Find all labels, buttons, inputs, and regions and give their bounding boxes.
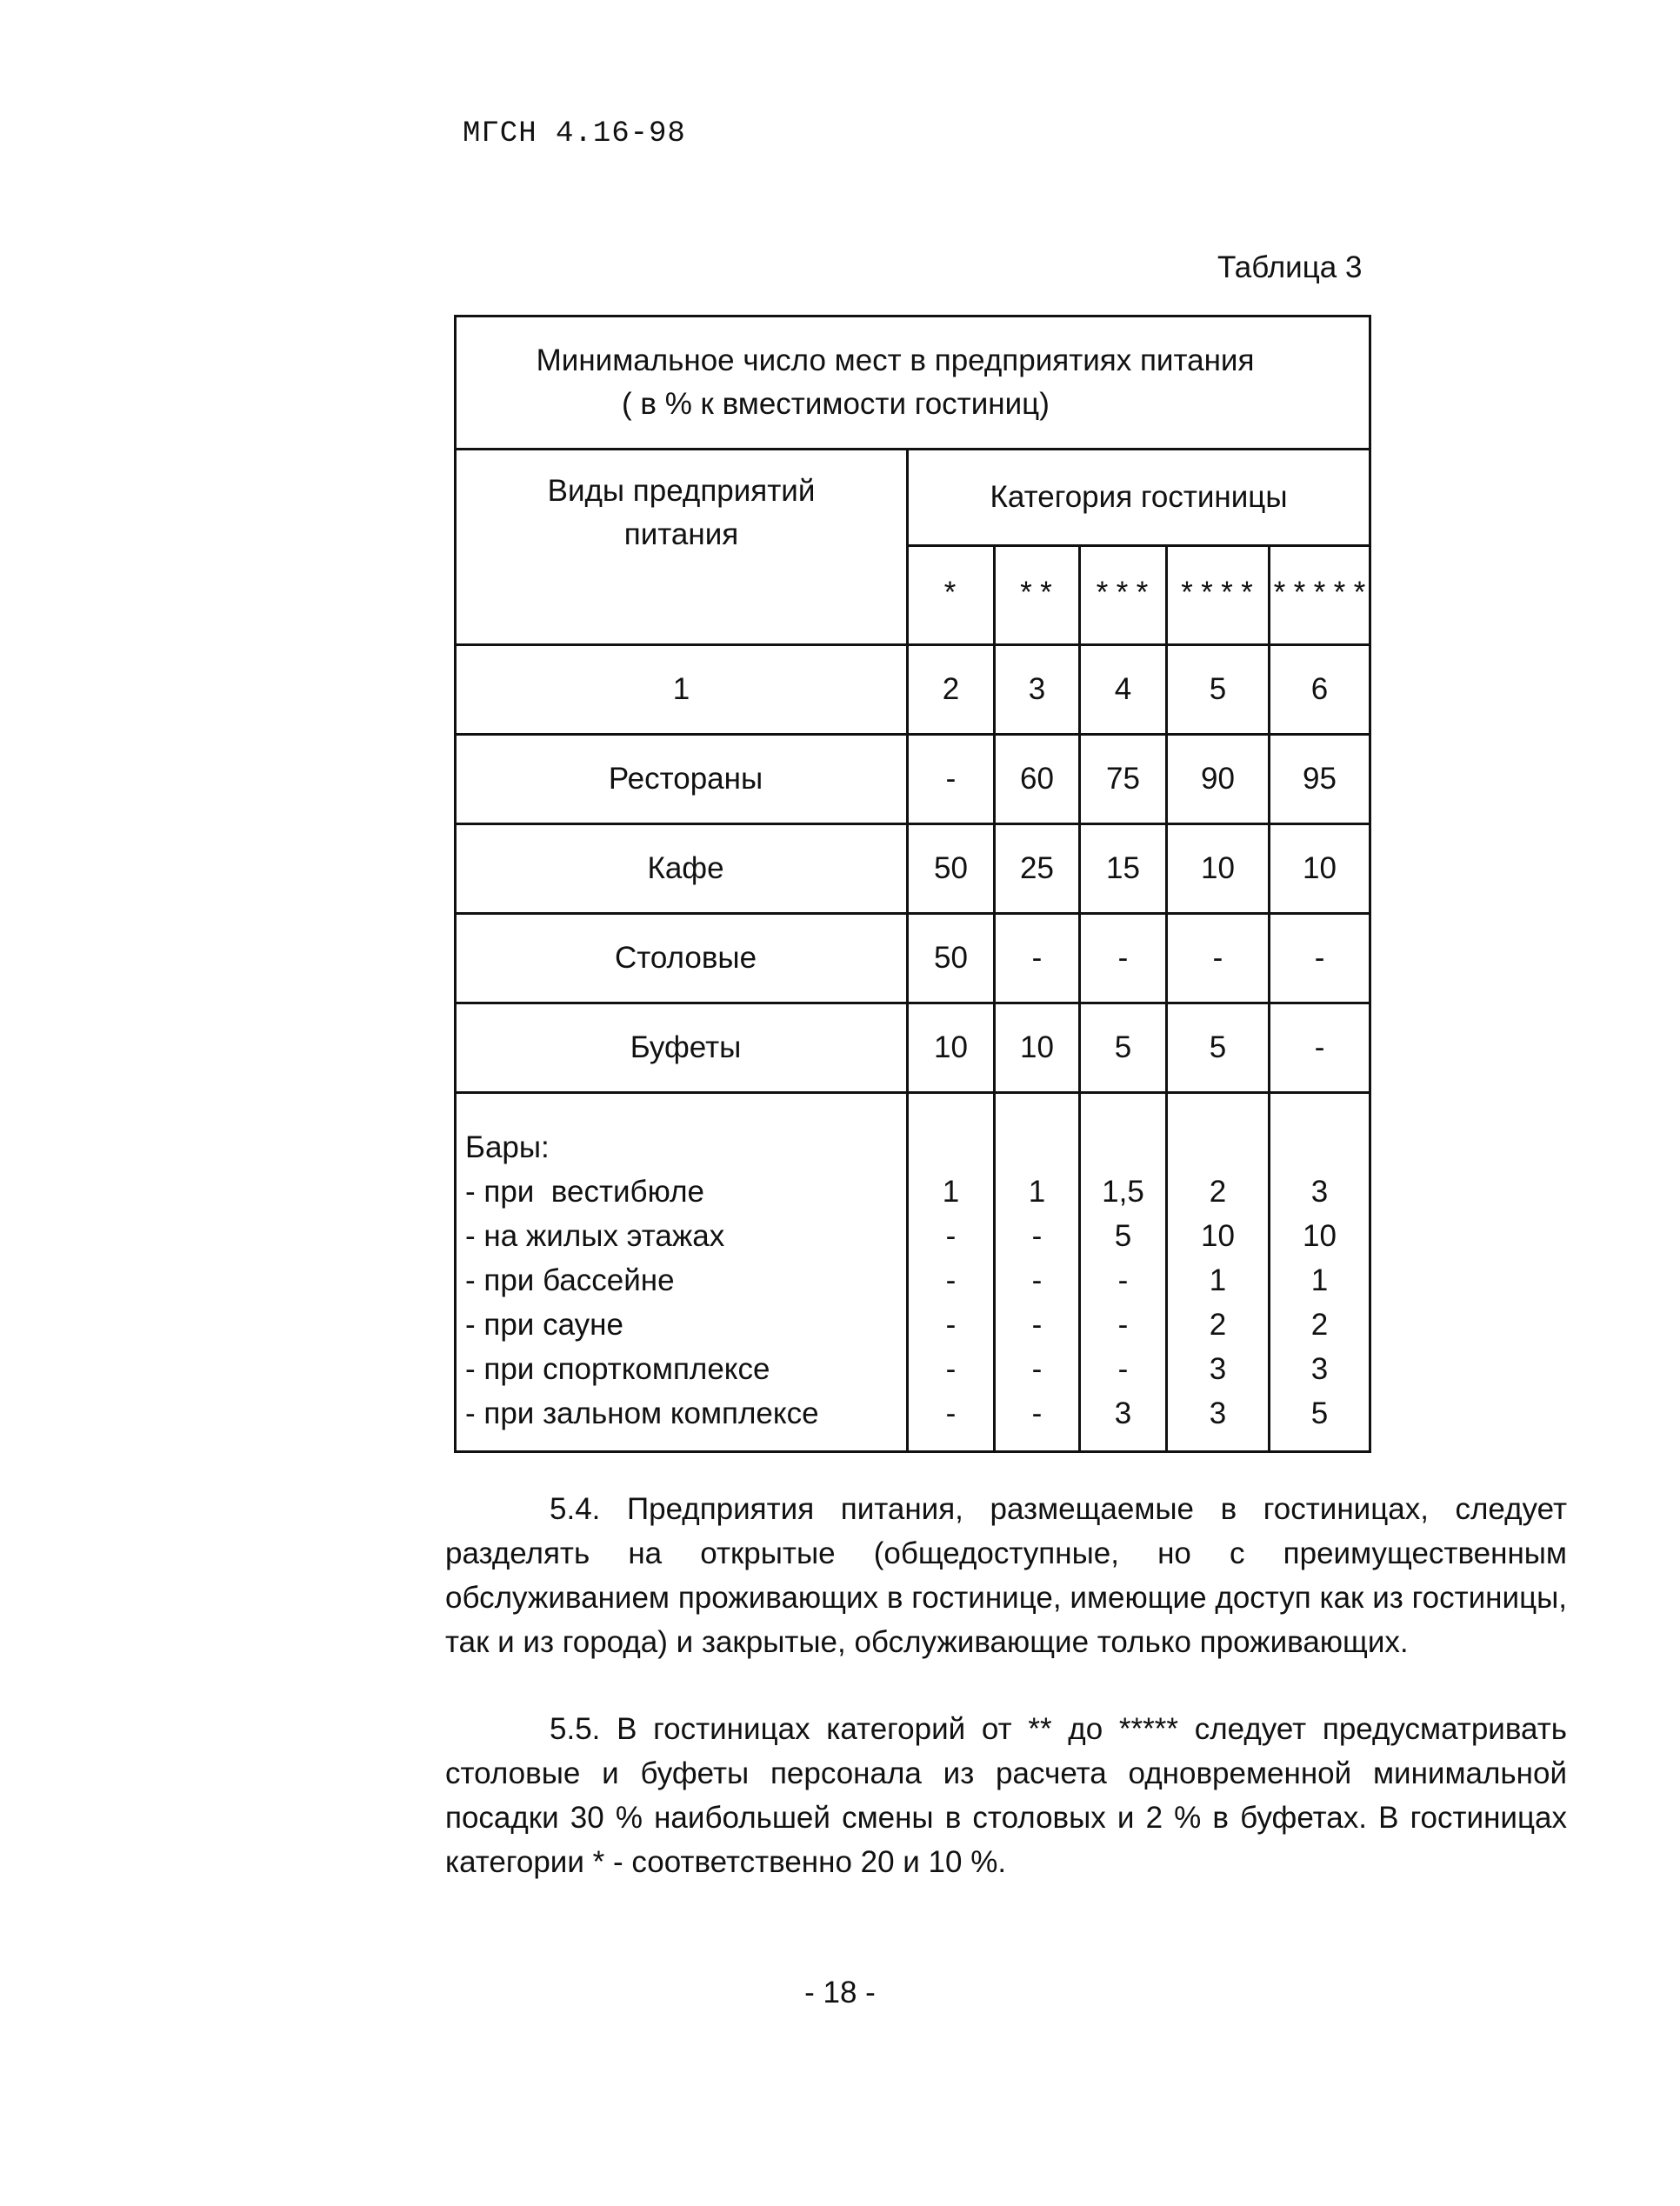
paragraph-5-5 (445, 1707, 1567, 1884)
table-cell: 2 (1310, 1307, 1329, 1342)
bars-col-2 (995, 1093, 1080, 1452)
table-cell: 10 (1201, 1218, 1235, 1253)
table-cell: 95 (1270, 735, 1370, 824)
paragraph-5-5-text: 5.5. В гостиницах категорий от ** до ***** следует предусматривать столовые и буфеты персонала из расчета одновременной минимальной посадки 30 % наибольшей смены в столовых и 2 % в буфетах. В гостиницах категории * - соответственно 20 и 10 %. (445, 1712, 1567, 1879)
row-name: Буфеты (456, 1003, 908, 1093)
bar-item-name: - при сауне (465, 1307, 623, 1342)
star-cell: ***** (1270, 546, 1370, 645)
table-cell: - (1031, 1307, 1043, 1342)
table-cell: 15 (1080, 824, 1167, 914)
bars-col-5 (1270, 1093, 1370, 1452)
table-cell: - (1270, 1003, 1370, 1093)
column-number: 3 (995, 645, 1080, 735)
table-cell: 1 (942, 1174, 960, 1209)
table-cell: 25 (995, 824, 1080, 914)
table-cell: 10 (1303, 1218, 1337, 1253)
document-code: МГСН 4.16-98 (463, 117, 686, 150)
bars-names (456, 1093, 908, 1452)
header-enterprise-type: Виды предприятий питания (456, 450, 908, 645)
table-cell: 3 (1209, 1351, 1227, 1386)
table-cell: - (1031, 1396, 1043, 1430)
star-cell: **** (1167, 546, 1270, 645)
column-number: 4 (1080, 645, 1167, 735)
table-cell: - (908, 735, 995, 824)
table-cell: 10 (1270, 824, 1370, 914)
table-caption (456, 317, 1370, 450)
header-hotel-category: Категория гостиницы (908, 450, 1370, 546)
table-cell: 1 (1028, 1174, 1046, 1209)
table-cell: - (1031, 1263, 1043, 1297)
table-cell: - (945, 1307, 957, 1342)
table-cell: - (945, 1218, 957, 1253)
table-cell: 5 (1080, 1003, 1167, 1093)
bars-col-1 (908, 1093, 995, 1452)
bar-item-name: - при спорткомплексе (465, 1351, 770, 1386)
row-name: Рестораны (456, 735, 908, 824)
table-caption-line-2: ( в % к вместимости гостиниц) (622, 387, 1050, 421)
bars-title: Бары: (465, 1130, 550, 1164)
table-cell: 1 (1310, 1263, 1329, 1297)
column-number: 1 (456, 645, 908, 735)
table-cell: - (1117, 1307, 1129, 1342)
table-row (456, 914, 1370, 1003)
table-cell: 50 (908, 914, 995, 1003)
table-cell: 10 (908, 1003, 995, 1093)
bar-item-name: - при зальном комплексе (465, 1396, 819, 1430)
table-cell: 90 (1167, 735, 1270, 824)
bar-item-name: - при бассейне (465, 1263, 675, 1297)
column-number-row (456, 645, 1370, 735)
column-number: 6 (1270, 645, 1370, 735)
table-cell: 3 (1310, 1351, 1329, 1386)
table-label: Таблица 3 (1217, 250, 1363, 284)
table-row (456, 1003, 1370, 1093)
table-cell: - (1167, 914, 1270, 1003)
table-cell: - (945, 1263, 957, 1297)
table-cell: 60 (995, 735, 1080, 824)
table-cell: - (1031, 1351, 1043, 1386)
table-cell: - (945, 1396, 957, 1430)
table-cell: 5 (1310, 1396, 1329, 1430)
star-cell: *** (1080, 546, 1167, 645)
table-cell: 3 (1114, 1396, 1132, 1430)
page-number: - 18 - (804, 1976, 876, 2009)
column-number: 2 (908, 645, 995, 735)
table-cell: - (945, 1351, 957, 1386)
table-cell: 75 (1080, 735, 1167, 824)
table-cell: 2 (1209, 1174, 1227, 1209)
paragraph-5-4-text: 5.4. Предприятия питания, размещаемые в гостиницах, следует разделять на открытые (общедоступные, но с преимущественным обслуживанием проживающих в гостинице, имеющие доступ как из гостиницы, так и из города) и закрытые, обслуживающие только проживающих. (445, 1492, 1567, 1659)
table-cell: 5 (1167, 1003, 1270, 1093)
table-cell: - (1270, 914, 1370, 1003)
table-cell: 50 (908, 824, 995, 914)
table-cell: - (995, 914, 1080, 1003)
table-cell: - (1117, 1263, 1129, 1297)
column-number: 5 (1167, 645, 1270, 735)
table-caption-line-1: Минимальное число мест в предприятиях питания (536, 343, 1255, 377)
table-cell: 1 (1209, 1263, 1227, 1297)
table-cell: - (1031, 1218, 1043, 1253)
bar-item-name: - при вестибюле (465, 1174, 704, 1209)
row-name: Кафе (456, 824, 908, 914)
table-cell: - (1080, 914, 1167, 1003)
paragraph-5-4 (445, 1487, 1567, 1664)
bars-col-3 (1080, 1093, 1167, 1452)
bar-item-name: - на жилых этажах (465, 1218, 725, 1253)
star-cell: * (908, 546, 995, 645)
bars-col-4 (1167, 1093, 1270, 1452)
table-cell: 5 (1114, 1218, 1132, 1253)
table-cell: 10 (995, 1003, 1080, 1093)
row-name: Столовые (456, 914, 908, 1003)
table-cell: 10 (1167, 824, 1270, 914)
table-row (456, 824, 1370, 914)
table-cell: - (1117, 1351, 1129, 1386)
table-cell: 2 (1209, 1307, 1227, 1342)
star-cell: ** (995, 546, 1080, 645)
table-cell: 3 (1310, 1174, 1329, 1209)
norms-table (454, 315, 1371, 1453)
table-cell: 1,5 (1102, 1174, 1144, 1209)
table-cell: 3 (1209, 1396, 1227, 1430)
bars-row (456, 1093, 1370, 1452)
table-row (456, 735, 1370, 824)
